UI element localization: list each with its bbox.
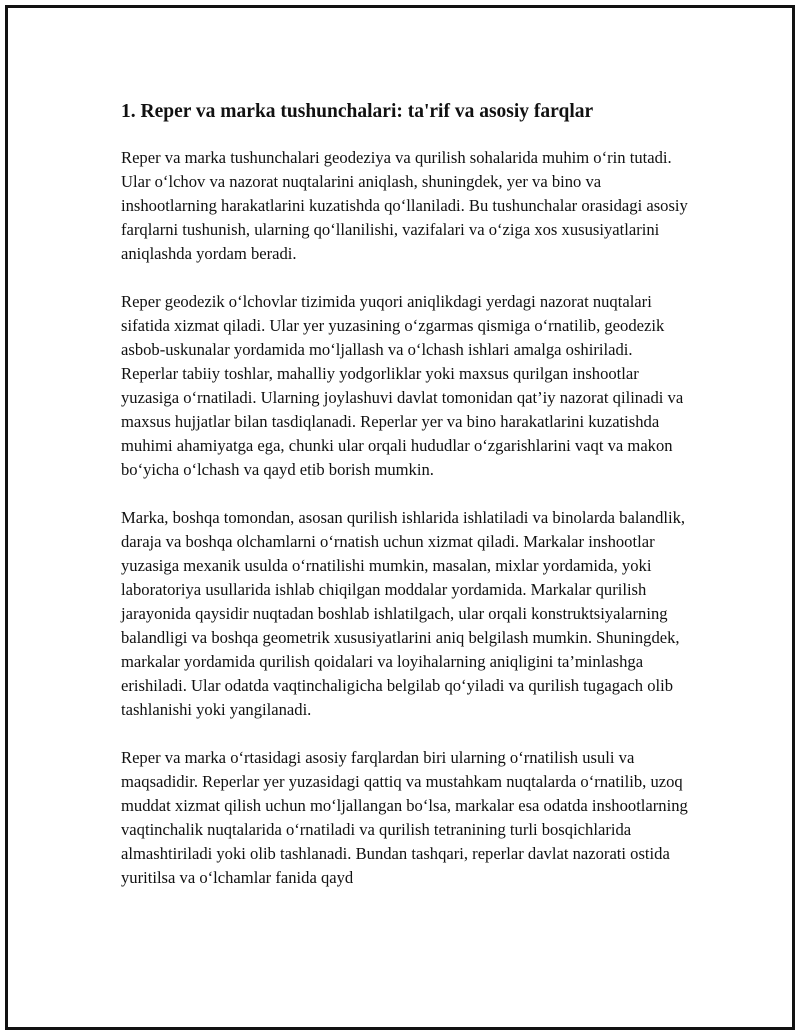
paragraph-differences: Reper va marka o‘rtasidagi asosiy farqlardan biri ularning o‘rnatilish usuli va maqsadidir. Reperlar yer yuzasidagi qattiq va mustahkam nuqtalarda o‘rnatilib, uzoq muddat xizmat qilish uchun mo‘ljallangan bo‘lsa, markalar esa odatda inshootlarning vaqtinchalik nuqtalarida o‘rnatiladi va qurilish tetranining turli bosqichlarida almashtiriladi yoki olib tashlanadi. Bundan tashqari, reperlar davlat nazorati ostida yuritilsa va o‘lchamlar fanida qayd — [121, 748, 688, 887]
paragraph-reper: Reper geodezik o‘lchovlar tizimida yuqori aniqlikdagi yerdagi nazorat nuqtalari sifatida xizmat qiladi. Ular yer yuzasining o‘zgarmas qismiga o‘rnatilib, geodezik asbob-uskunalar yordamida mo‘ljallash va o‘lchash ishlari amalga oshiriladi. Reperlar tabiiy toshlar, mahalliy yodgorliklar yoki maxsus qurilgan inshootlar yuzasiga o‘rnatiladi. Ularning joylashuvi davlat tomonidan qat’iy nazorat qilinadi va maxsus hujjatlar bilan tasdiqlanadi. Reperlar yer va bino harakatlarini kuzatishda muhimi ahamiyatga ega, chunki ular orqali hududlar o‘zgarishlarini vaqt va makon bo‘yicha o‘lchash va qayd etib borish mumkin. — [121, 292, 684, 479]
paragraph-intro: Reper va marka tushunchalari geodeziya va qurilish sohalarida muhim o‘rin tutadi. Ular o‘lchov va nazorat nuqtalarini aniqlash, shuningdek, yer va bino va inshootlarning harakatlarini kuzatishda qo‘llaniladi. Bu tushunchalar orasidagi asosiy farqlarni tushunish, ularning qo‘llanilishi, vazifalari va o‘ziga xos xususiyatlarini aniqlashda yordam beradi. — [121, 148, 688, 263]
section-heading: 1. Reper va marka tushunchalari: ta'rif va asosiy farqlar — [121, 101, 594, 122]
document-body — [121, 98, 691, 914]
page-frame — [5, 5, 795, 1030]
paragraph-marka: Marka, boshqa tomondan, asosan qurilish ishlarida ishlatiladi va binolarda balandlik, daraja va boshqa olchamlarni o‘rnatish uchun xizmat qiladi. Markalar inshootlar yuzasiga mexanik usulda o‘rnatilishi mumkin, masalan, mixlar yordamida, yoki laboratoriya usullarida ishlab chiqilgan moddalar yordamida. Markalar qurilish jarayonida qaysidir nuqtadan boshlab ishlatilgach, ular orqali konstruktsiyalarning balandligi va boshqa geometrik xususiyatlarini aniq belgilash mumkin. Shuningdek, markalar yordamida qurilish qoidalari va loyihalarning aniqligini ta’minlashga erishiladi. Ular odatda vaqtinchaligicha belgilab qo‘yiladi va qurilish tugagach olib tashlanishi yoki yangilanadi. — [121, 508, 686, 719]
